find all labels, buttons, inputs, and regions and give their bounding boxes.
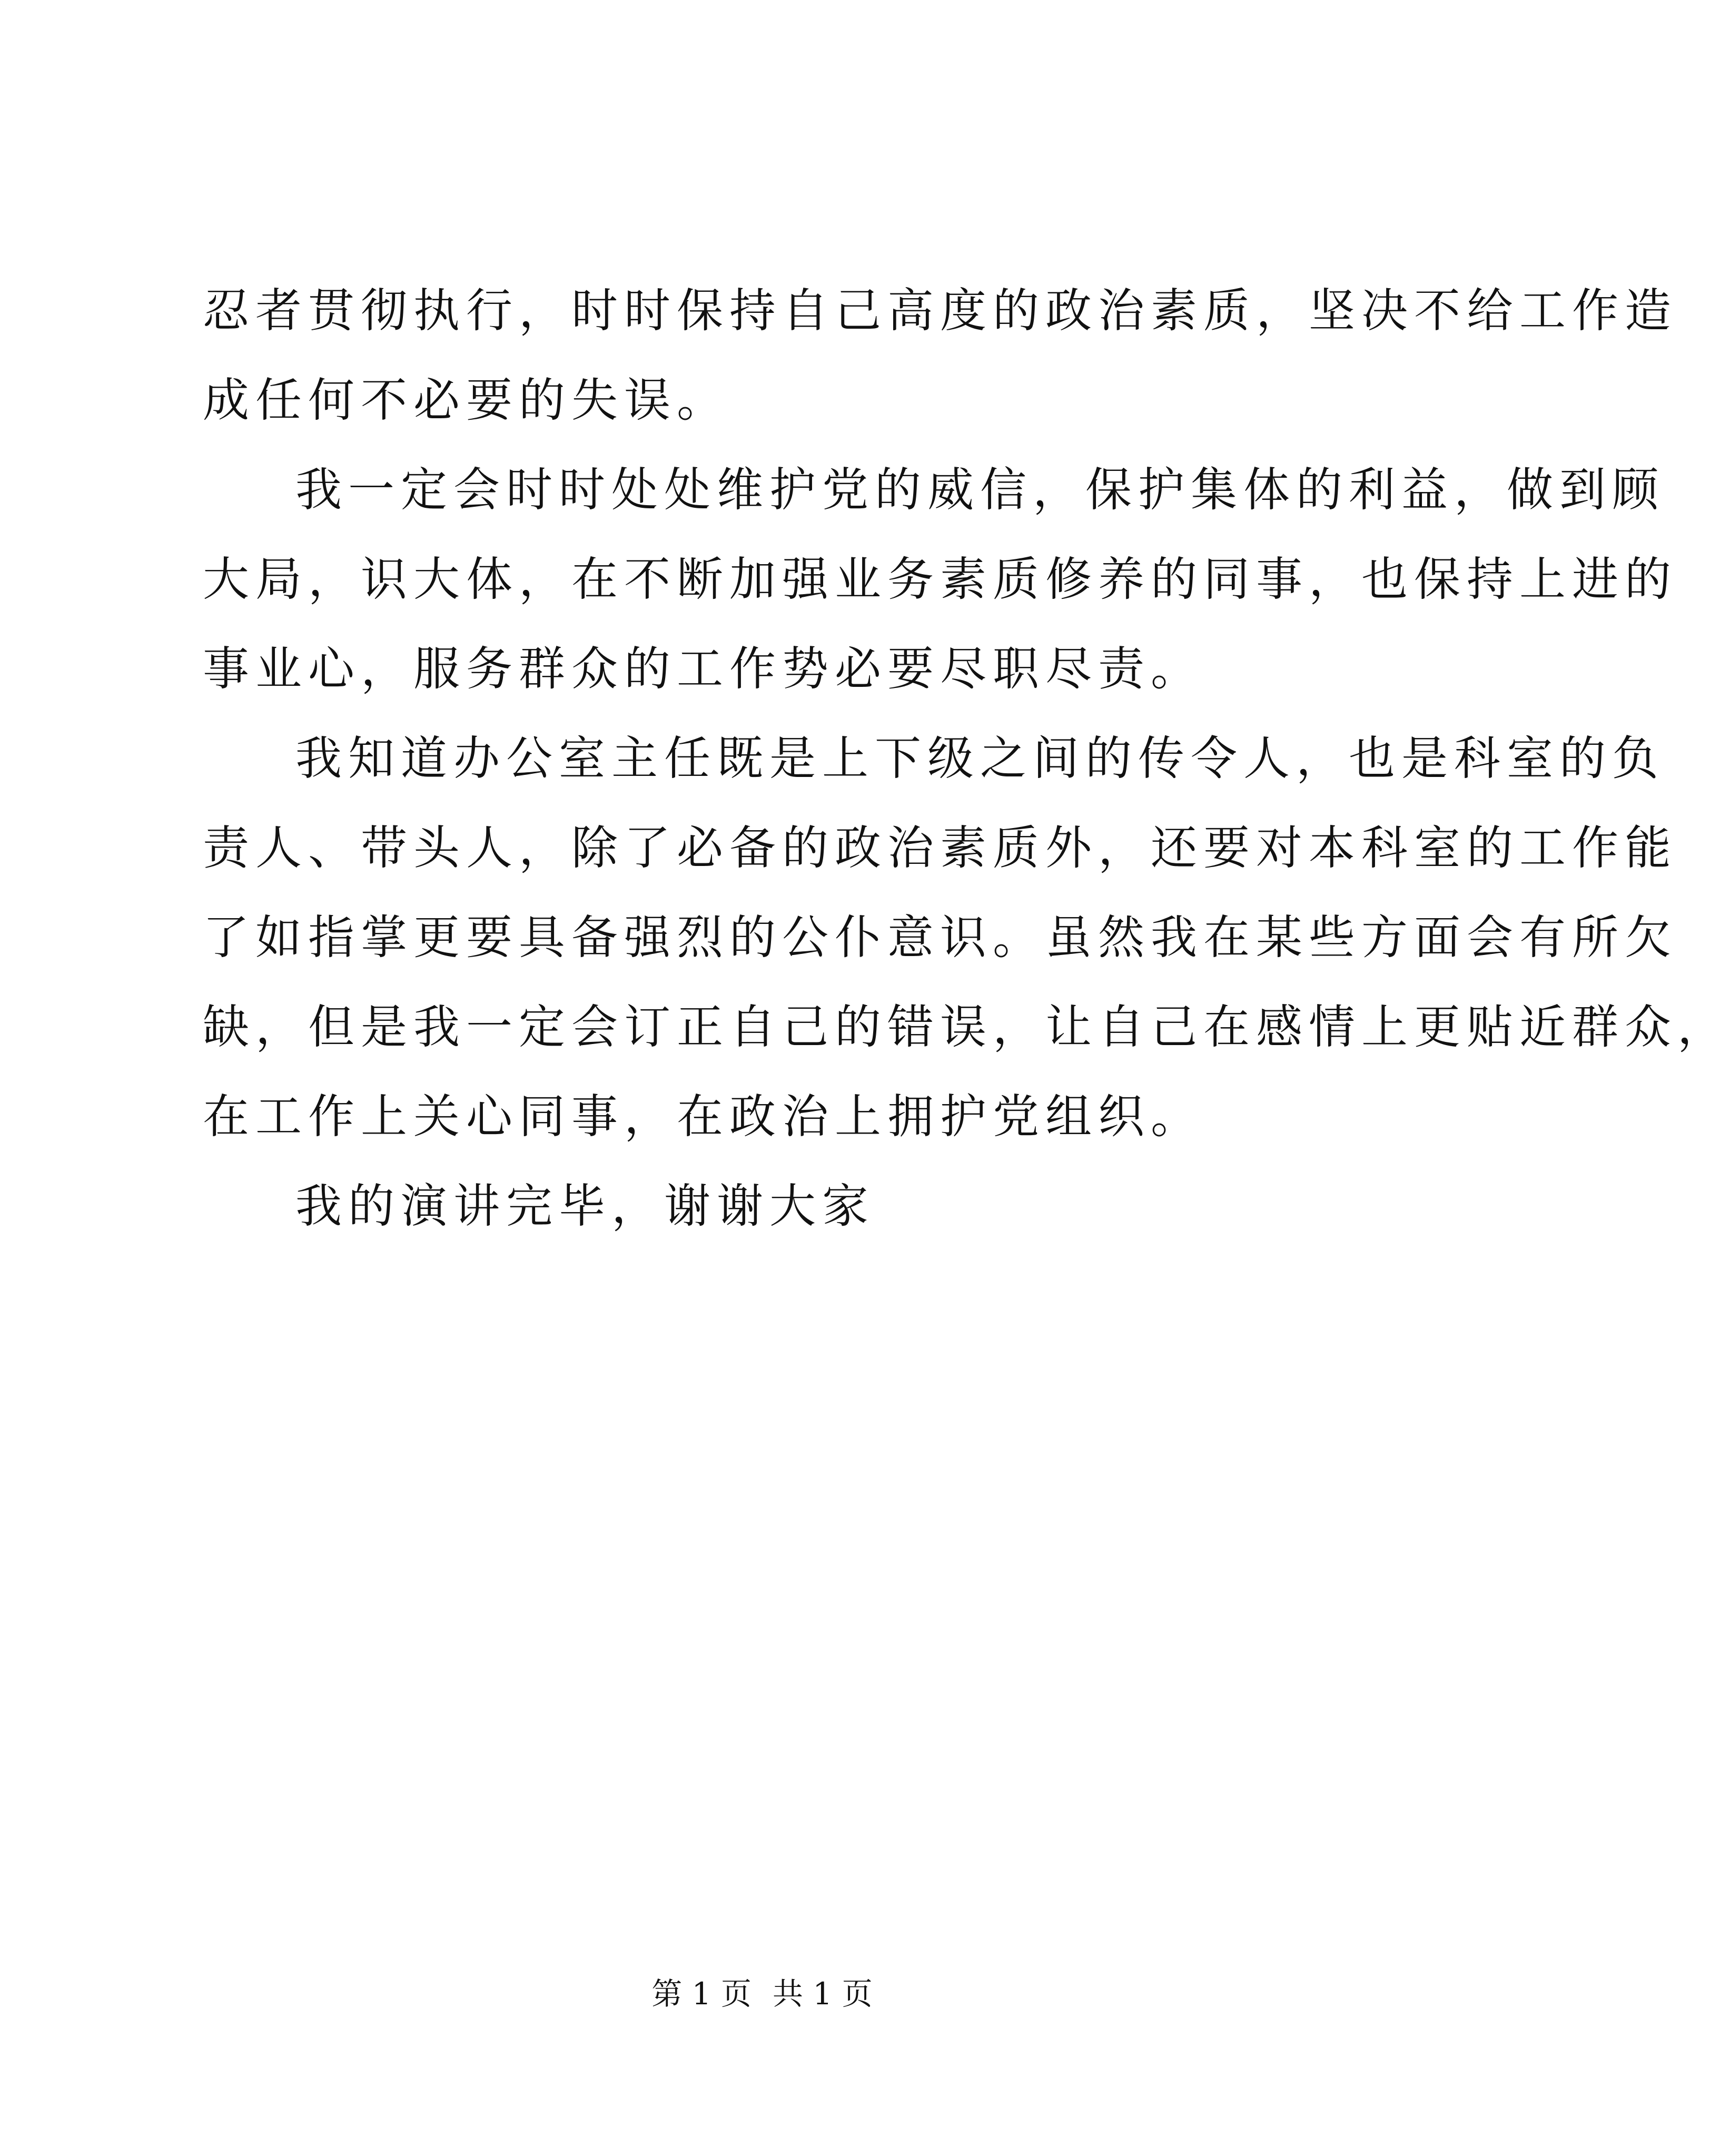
text-line: 缺，但是我一定会订正自己的错误，让自己在感情上更贴近群众， xyxy=(203,1000,1730,1054)
page-footer xyxy=(0,1973,1524,2015)
text-line: 责人、带头人，除了必备的政治素质外，还要对本科室的工作能 xyxy=(203,821,1678,875)
text-line: 事业心，服务群众的工作势必要尽职尽责。 xyxy=(203,642,1204,696)
text-line: 成任何不必要的失误。 xyxy=(203,373,730,427)
document-body xyxy=(203,266,1730,1251)
text-line: 忍者贯彻执行，时时保持自己高度的政治素质，坚决不给工作造 xyxy=(203,283,1678,338)
text-line: 大局，识大体，在不断加强业务素质修养的同事，也保持上进的 xyxy=(203,552,1678,606)
page-number: 第 1 页 xyxy=(651,1976,752,2012)
page-total: 共 1 页 xyxy=(773,1976,873,2012)
text-line: 我的演讲完毕，谢谢大家 xyxy=(295,1179,875,1233)
text-line: 我一定会时时处处维护党的威信，保护集体的利益，做到顾 xyxy=(295,462,1665,517)
text-line: 我知道办公室主任既是上下级之间的传令人，也是科室的负 xyxy=(295,731,1665,785)
text-line: 在工作上关心同事，在政治上拥护党组织。 xyxy=(203,1089,1204,1144)
text-line: 了如指掌更要具备强烈的公仆意识。虽然我在某些方面会有所欠 xyxy=(203,910,1678,964)
